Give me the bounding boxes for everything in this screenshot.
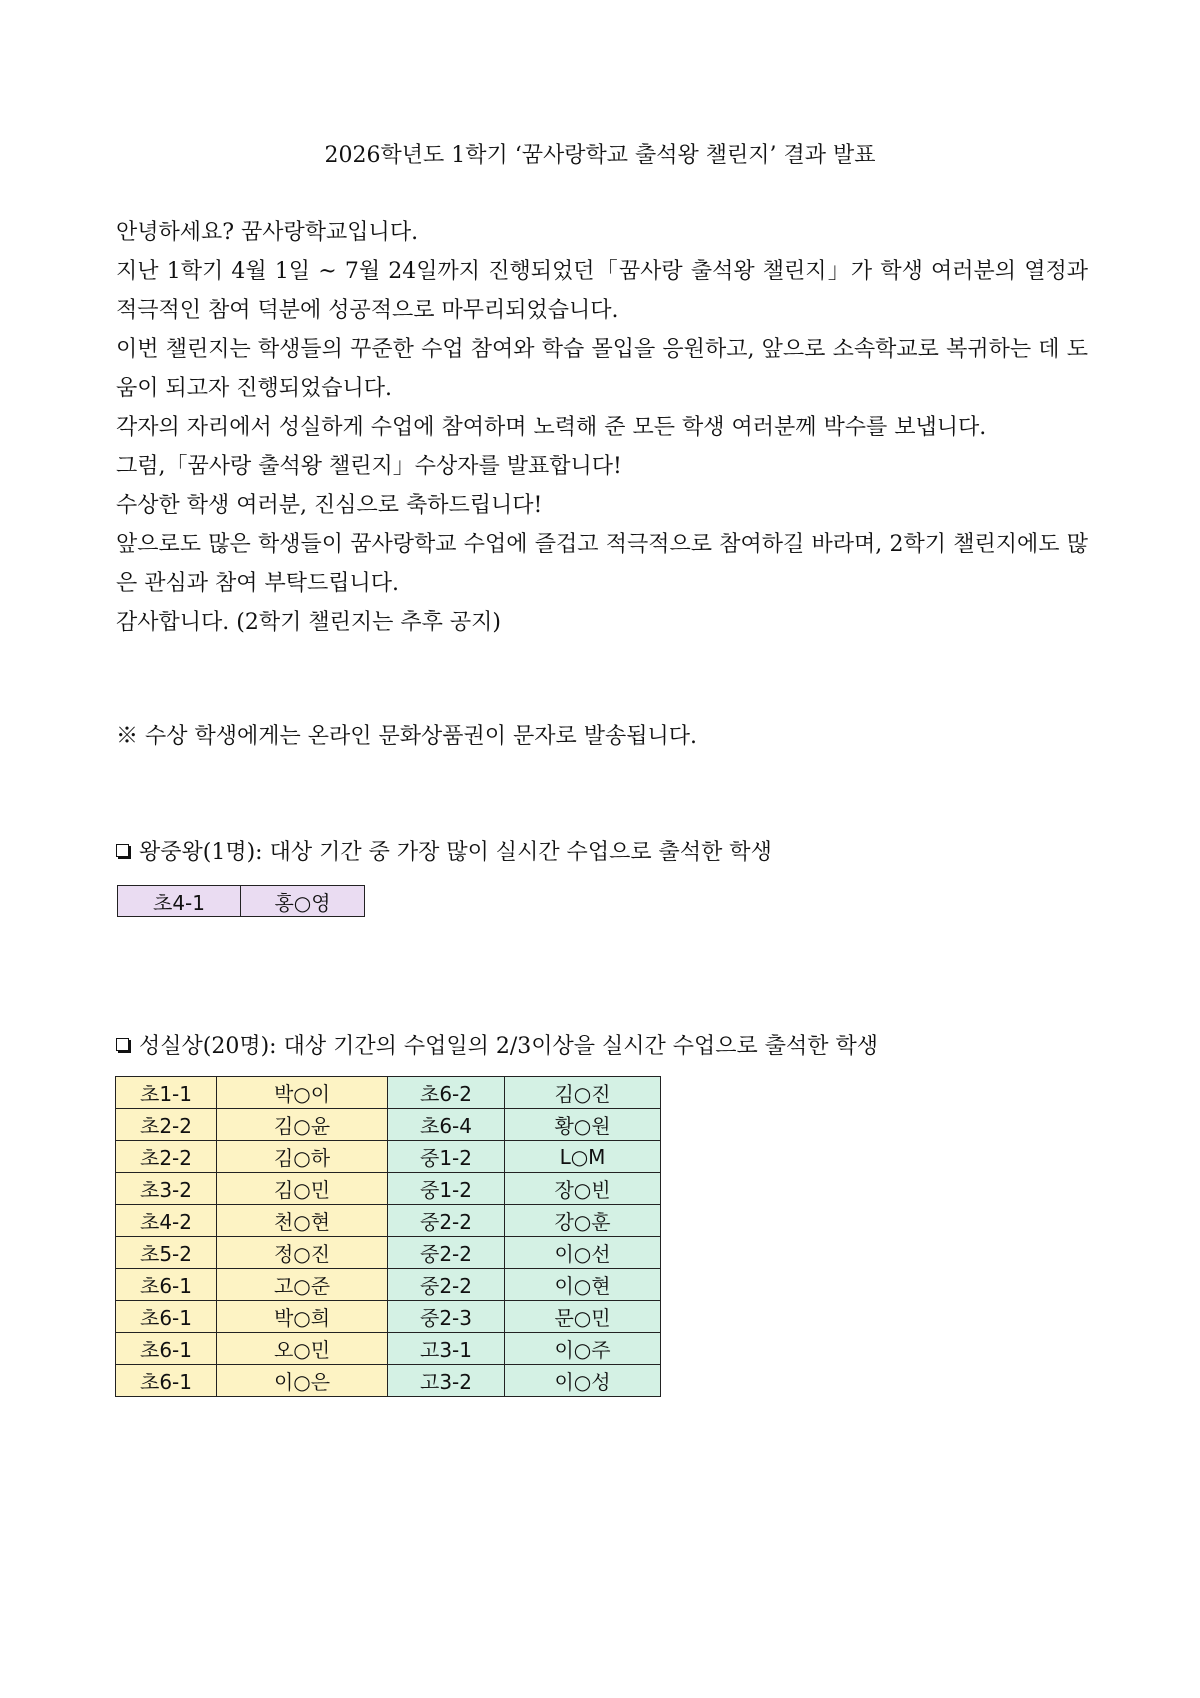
paragraph: 각자의 자리에서 성실하게 수업에 참여하며 노력해 준 모든 학생 여러분께 박수를 보냅니다. bbox=[116, 415, 987, 440]
name-cell: 이○선 bbox=[505, 1237, 661, 1269]
name-cell: 이○성 bbox=[505, 1365, 661, 1397]
class-cell: 중2-2 bbox=[388, 1237, 505, 1269]
class-cell: 초2-2 bbox=[116, 1141, 217, 1173]
name-cell: L○M bbox=[505, 1141, 661, 1173]
class-cell: 초5-2 bbox=[116, 1237, 217, 1269]
name-cell: 정○진 bbox=[217, 1237, 388, 1269]
name-cell: 박○희 bbox=[217, 1301, 388, 1333]
class-cell: 초6-1 bbox=[116, 1301, 217, 1333]
name-cell: 이○은 bbox=[217, 1365, 388, 1397]
prize-notice: ※ 수상 학생에게는 온라인 문화상품권이 문자로 발송됩니다. bbox=[116, 724, 698, 749]
paragraph: 앞으로도 많은 학생들이 꿈사랑학교 수업에 즐겁고 적극적으로 참여하길 바라며, 2학기 챌린지에도 많은 관심과 참여 부탁드립니다. bbox=[116, 532, 1088, 596]
class-cell: 초6-4 bbox=[388, 1109, 505, 1141]
honor-winners-table bbox=[115, 1076, 661, 1397]
paragraph: 지난 1학기 4월 1일 ~ 7월 24일까지 진행되었던「꿈사랑 출석왕 챌린지」가 학생 여러분의 열정과 적극적인 참여 덕분에 성공적으로 마무리되었습니다. bbox=[116, 259, 1088, 323]
paragraph: 수상한 학생 여러분, 진심으로 축하드립니다! bbox=[116, 493, 543, 518]
class-cell: 중1-2 bbox=[388, 1173, 505, 1205]
table-row bbox=[118, 886, 365, 917]
name-cell: 황○원 bbox=[505, 1109, 661, 1141]
class-cell: 중1-2 bbox=[388, 1141, 505, 1173]
class-cell: 고3-1 bbox=[388, 1333, 505, 1365]
class-cell: 중2-3 bbox=[388, 1301, 505, 1333]
class-cell: 초1-1 bbox=[116, 1077, 217, 1109]
class-cell: 초6-1 bbox=[116, 1333, 217, 1365]
table-row bbox=[116, 1269, 661, 1301]
class-cell: 초6-1 bbox=[116, 1269, 217, 1301]
honor-heading-text: 성실상(20명): 대상 기간의 수업일의 2/3이상을 실시간 수업으로 출석한 학생 bbox=[139, 1034, 878, 1059]
king-heading-text: 왕중왕(1명): 대상 기간 중 가장 많이 실시간 수업으로 출석한 학생 bbox=[139, 840, 772, 865]
table-row bbox=[116, 1301, 661, 1333]
table-row bbox=[116, 1141, 661, 1173]
class-cell: 중2-2 bbox=[388, 1205, 505, 1237]
table-row bbox=[116, 1237, 661, 1269]
class-cell: 초6-2 bbox=[388, 1077, 505, 1109]
class-cell: 고3-2 bbox=[388, 1365, 505, 1397]
class-cell: 초2-2 bbox=[116, 1109, 217, 1141]
winner-class-cell: 초4-1 bbox=[118, 886, 241, 917]
name-cell: 문○민 bbox=[505, 1301, 661, 1333]
table-row bbox=[116, 1333, 661, 1365]
paragraph: 감사합니다. (2학기 챌린지는 추후 공지) bbox=[116, 610, 501, 635]
table-row bbox=[116, 1205, 661, 1237]
name-cell: 김○윤 bbox=[217, 1109, 388, 1141]
name-cell: 오○민 bbox=[217, 1333, 388, 1365]
name-cell: 이○현 bbox=[505, 1269, 661, 1301]
table-row bbox=[116, 1365, 661, 1397]
paragraph: 안녕하세요? 꿈사랑학교입니다. bbox=[116, 220, 419, 245]
table-row bbox=[116, 1109, 661, 1141]
page-title: 2026학년도 1학기 ‘꿈사랑학교 출석왕 챌린지’ 결과 발표 bbox=[324, 143, 876, 168]
announcement-body bbox=[116, 213, 1088, 642]
honor-section-heading bbox=[116, 1030, 878, 1064]
class-cell: 초3-2 bbox=[116, 1173, 217, 1205]
table-row bbox=[116, 1077, 661, 1109]
name-cell: 천○현 bbox=[217, 1205, 388, 1237]
class-cell: 초4-2 bbox=[116, 1205, 217, 1237]
checkbox-bullet-icon bbox=[116, 844, 129, 857]
name-cell: 이○주 bbox=[505, 1333, 661, 1365]
paragraph: 그럼,「꿈사랑 출석왕 챌린지」수상자를 발표합니다! bbox=[116, 454, 622, 479]
winner-name-cell: 홍○영 bbox=[241, 886, 365, 917]
class-cell: 초6-1 bbox=[116, 1365, 217, 1397]
king-section-heading bbox=[116, 836, 772, 870]
paragraph: 이번 챌린지는 학생들의 꾸준한 수업 참여와 학습 몰입을 응원하고, 앞으로 소속학교로 복귀하는 데 도움이 되고자 진행되었습니다. bbox=[116, 337, 1088, 401]
class-cell: 중2-2 bbox=[388, 1269, 505, 1301]
name-cell: 고○준 bbox=[217, 1269, 388, 1301]
king-winner-table bbox=[117, 885, 365, 917]
name-cell: 김○진 bbox=[505, 1077, 661, 1109]
checkbox-bullet-icon bbox=[116, 1038, 129, 1051]
name-cell: 박○이 bbox=[217, 1077, 388, 1109]
table-row bbox=[116, 1173, 661, 1205]
name-cell: 장○빈 bbox=[505, 1173, 661, 1205]
name-cell: 김○하 bbox=[217, 1141, 388, 1173]
name-cell: 강○훈 bbox=[505, 1205, 661, 1237]
name-cell: 김○민 bbox=[217, 1173, 388, 1205]
